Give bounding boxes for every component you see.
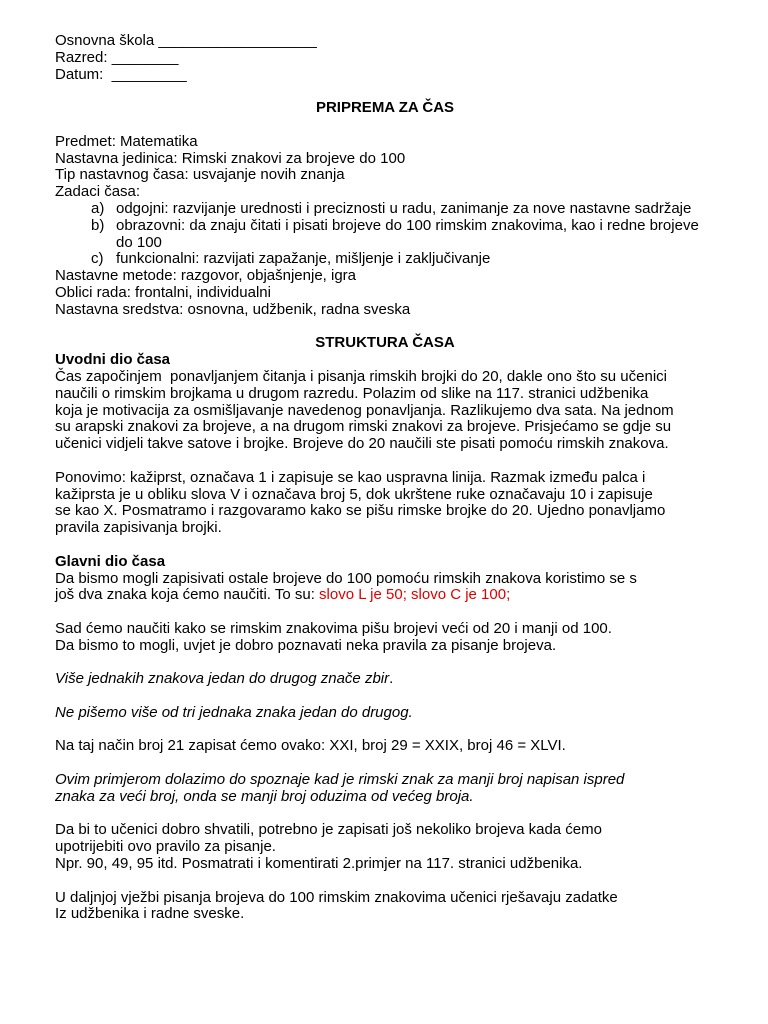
conclusion-line: znaka za veći broj, onda se manji broj oduzima od većeg broja. — [55, 787, 474, 805]
paragraph-text: još dva znaka koja ćemo naučiti. To su: — [55, 586, 320, 604]
paragraph-line: Npr. 90, 49, 95 itd. Posmatrati i komentirati 2.primjer na 117. stranici udžbenika. — [55, 855, 583, 873]
paragraph-line: Ponovimo: kažiprst, označava 1 i zapisuje se kao uspravna linija. Razmak između palca i — [55, 468, 646, 486]
structure-title: STRUKTURA ČASA — [315, 334, 455, 352]
paragraph-line: Da bismo to mogli, uvjet je dobro poznavati neka pravila za pisanje brojeva. — [55, 636, 557, 654]
highlighted-text: slovo L je 50; slovo C je 100; — [319, 586, 511, 604]
paragraph-line: pravila zapisivanja brojki. — [55, 519, 222, 537]
lesson-type-line: Tip nastavnog časa: usvajanje novih znanja — [55, 166, 345, 184]
date-field: Datum: _________ — [55, 65, 187, 83]
spacer — [55, 537, 715, 554]
subject-line: Predmet: Matematika — [55, 132, 198, 150]
paragraph-line: kažiprsta je u obliku slova V i označava broj 5, dok ukrštene ruke označavaju 10 i zapisuje — [55, 485, 653, 503]
task-item-a — [55, 201, 715, 218]
task-text: funkcionalni: razvijati zapažanje, mišljenje i zaključivanje — [116, 250, 491, 268]
paragraph-line: se kao X. Posmatramo i razgovaramo kako se pišu rimske brojke do 20. Ujedno ponavljamo — [55, 502, 666, 520]
spacer — [55, 117, 715, 134]
document-page — [55, 33, 715, 923]
rule-text: Više jednakih znakova jedan do drugog znače zbir — [55, 670, 390, 688]
paragraph-line — [55, 587, 715, 604]
forms-line: Oblici rada: frontalni, individualni — [55, 283, 271, 301]
list-marker: a) — [91, 199, 105, 217]
paragraph-line: su arapski znakovi za brojeve, a na drugom rimski znakovi za brojeve. Prisjećamo se gdje su — [55, 418, 672, 436]
paragraph-line: Iz udžbenika i radne sveske. — [55, 905, 245, 923]
spacer — [55, 604, 715, 621]
rule-end: . — [389, 670, 394, 688]
paragraph-line: naučili o rimskim brojkama u drugom razredu. Polazim od slike na 117. stranici udžbenika — [55, 384, 649, 402]
spacer — [55, 755, 715, 772]
paragraph-line: Čas započinjem ponavljanjem čitanja i pisanja rimskih brojki do 20, dakle ono što su učenici — [55, 367, 667, 385]
spacer — [55, 806, 715, 823]
task-text: odgojni: razvijanje urednosti i preciznosti u radu, zanimanje za nove nastavne sadržaje — [116, 199, 692, 217]
paragraph-line: Da bi to učenici dobro shvatili, potrebno je zapisati još nekoliko brojeva kada ćemo — [55, 821, 602, 839]
methods-line: Nastavne metode: razgovor, objašnjenje, igra — [55, 267, 357, 285]
unit-line: Nastavna jedinica: Rimski znakovi za brojeve do 100 — [55, 149, 406, 167]
paragraph-line: koja je motivacija za osmišljavanje navedenog ponavljanja. Razlikujemo dva sata. Na jednom — [55, 401, 674, 419]
resources-line: Nastavna sredstva: osnovna, udžbenik, radna sveska — [55, 300, 411, 318]
rule-2: Ne pišemo više od tri jednaka znaka jedan do drugog. — [55, 703, 413, 721]
spacer — [55, 83, 715, 100]
list-marker: b) — [91, 216, 105, 234]
paragraph-line: Sad ćemo naučiti kako se rimskim znakovima pišu brojevi veći od 20 i manji od 100. — [55, 619, 612, 637]
school-field: Osnovna škola ___________________ — [55, 32, 317, 49]
task-item-b — [55, 218, 715, 252]
paragraph-line: U daljnjoj vježbi pisanja brojeva do 100 rimskim znakovima učenici rješavaju zadatke — [55, 888, 618, 906]
intro-heading: Uvodni dio časa — [55, 351, 171, 369]
spacer — [55, 722, 715, 739]
tasks-label: Zadaci časa: — [55, 183, 141, 201]
paragraph-line: učenici vidjeli takve satove i brojke. Brojeve do 20 naučili ste pisati pomoću rimskih znakova. — [55, 435, 669, 453]
grade-field: Razred: ________ — [55, 48, 179, 66]
intro-paragraph-2 — [55, 470, 715, 537]
spacer — [55, 654, 715, 671]
spacer — [55, 688, 715, 705]
paragraph-line: upotrijebiti ovo pravilo za pisanje. — [55, 838, 276, 856]
task-text: obrazovni: da znaju čitati i pisati brojeve do 100 rimskim znakovima, kao i redne brojeve do 100 — [116, 216, 699, 251]
spacer — [55, 873, 715, 890]
spacer — [55, 319, 715, 336]
example-line: Na taj način broj 21 zapisat ćemo ovako: XXI, broj 29 = XXIX, broj 46 = XLVI. — [55, 737, 566, 755]
document-title: PRIPREMA ZA ČAS — [315, 99, 455, 117]
conclusion-line: Ovim primjerom dolazimo do spoznaje kad je rimski znak za manji broj napisan ispred — [55, 771, 625, 789]
rule-1 — [55, 671, 715, 688]
intro-paragraph-1 — [55, 369, 715, 453]
main-heading: Glavni dio časa — [55, 552, 166, 570]
paragraph-line: Da bismo mogli zapisivati ostale brojeve do 100 pomoću rimskih znakova koristimo se s — [55, 569, 637, 587]
list-marker: c) — [91, 250, 104, 268]
spacer — [55, 453, 715, 470]
task-item-c — [55, 251, 715, 268]
